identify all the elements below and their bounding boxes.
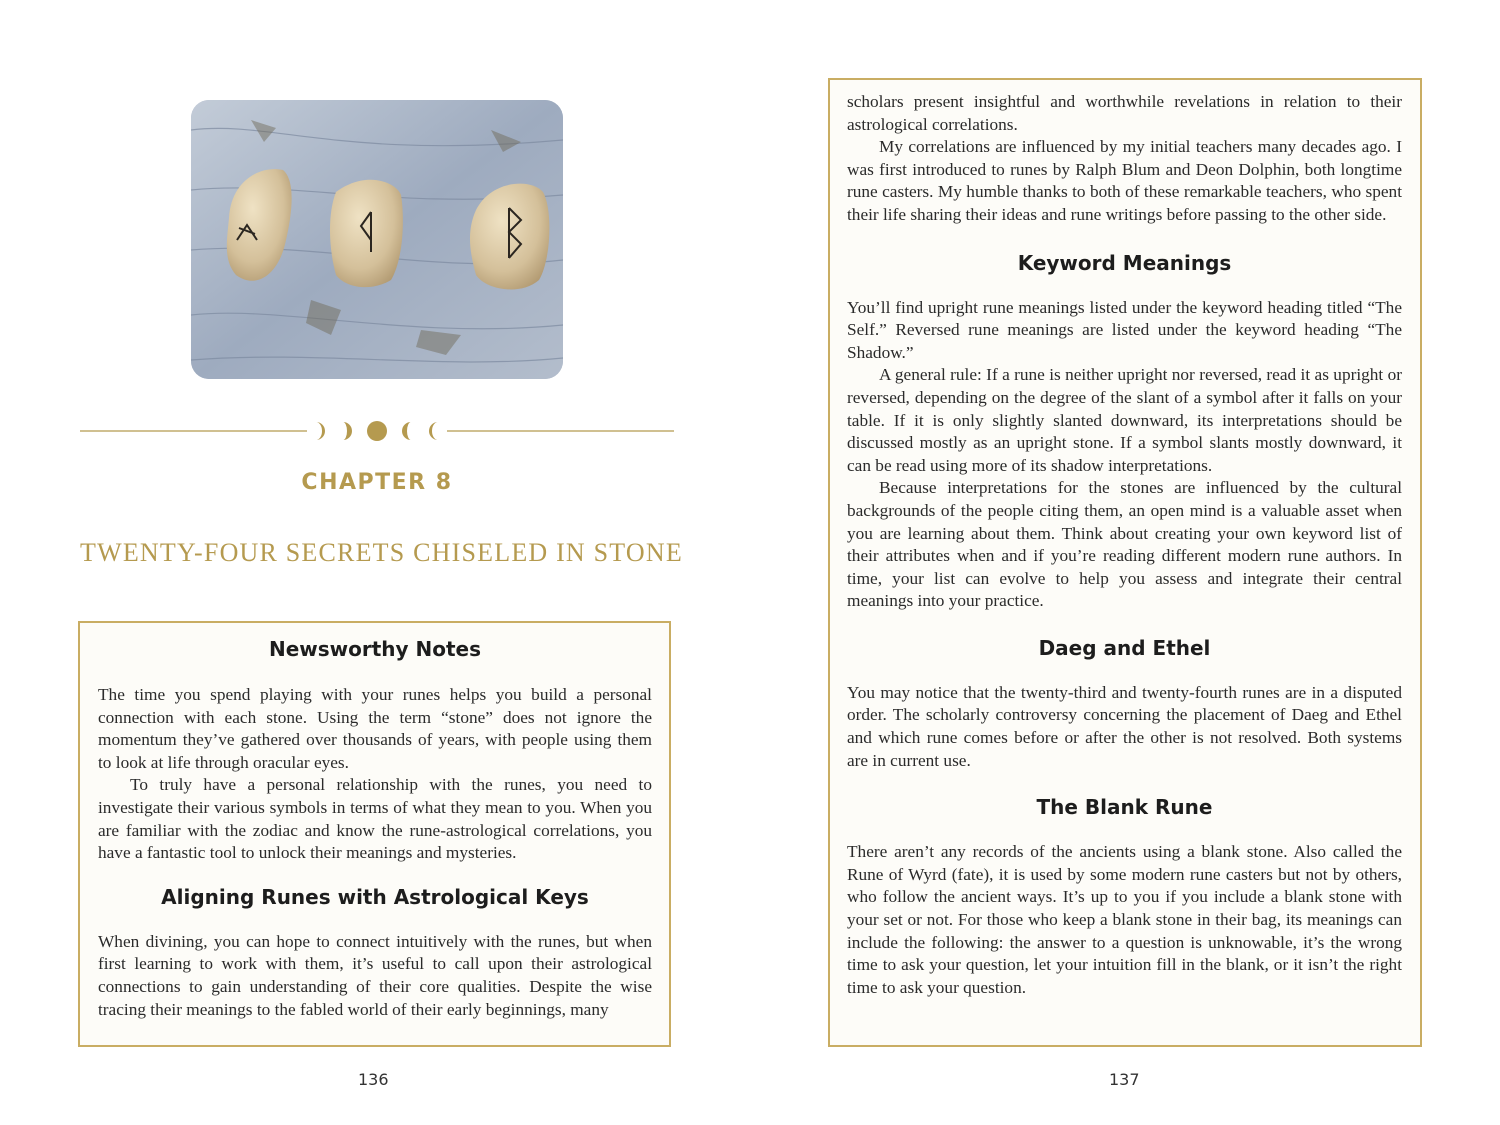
body-paragraph: You may notice that the twenty-third and twenty-fourth runes are in a disputed order. The scholarly controversy concerning the placement of Daeg and Ethel and which rune comes before or after the other is not resolved. Both systems are in current use.	[847, 682, 1402, 770]
sidebar-box	[78, 621, 671, 1047]
page-number: 136	[358, 1070, 389, 1089]
heading-daeg-and-ethel: Daeg and Ethel	[1038, 635, 1211, 660]
sidebar-heading-astrological-keys: Aligning Runes with Astrological Keys	[161, 884, 589, 909]
sidebar-paragraph: When divining, you can hope to connect intuitively with the runes, but when first learning to work with them, it’s useful to call upon their astrological connections to gain understanding of their core qualities. Despite the wise tracing their meanings to the fabled world of their early beginnings, many	[98, 931, 652, 1019]
right-page	[750, 0, 1500, 1125]
body-paragraph: You’ll find upright rune meanings listed under the keyword heading titled “The Self.” Reversed rune meanings are listed under the keyword heading “The Shadow.”	[847, 297, 1402, 362]
chapter-title: TWENTY-FOUR SECRETS CHISELED IN STONE	[80, 538, 683, 567]
body-paragraph: My correlations are influenced by my initial teachers many decades ago. I was first introduced to runes by Ralph Blum and Deon Dolphin, both longtime rune casters. My humble thanks to both of these remarkable teachers, who spent their life sharing their ideas and rune writings before passing to the other side.	[847, 137, 1402, 224]
chapter-label: CHAPTER 8	[301, 470, 453, 495]
body-paragraph: There aren’t any records of the ancients using a blank stone. Also called the Rune of Wyrd (fate), it is used by some modern rune casters but not by others, who follow the ancient ways. It’s up to you if you include a blank stone with your set or not. For those who keep a blank stone in their bag, its meanings can include the following: the answer to a question is unknowable, it’s the wrong time to ask your question, let your intuition fill in the blank, or it isn’t the right time to ask your question.	[847, 842, 1402, 997]
rune-stones-photo	[191, 100, 563, 379]
heading-blank-rune: The Blank Rune	[1036, 795, 1213, 820]
moon-phases-ornament	[80, 416, 674, 446]
body-paragraph: scholars present insightful and worthwhile revelations in relation to their astrological correlations.	[847, 92, 1402, 134]
sidebar-paragraph: To truly have a personal relationship with the runes, you need to investigate their various symbols in terms of what they mean to you. When you are familiar with the zodiac and know the rune-astrological correlations, you have a fantastic tool to unlock their meanings and mysteries.	[98, 775, 652, 863]
body-paragraph: A general rule: If a rune is neither upright nor reversed, read it as upright or reversed, depending on the degree of the slant of a symbol after it falls on your table. If it is only slightly slanted downward, its interpretations should be discussed mostly as an upright stone. If a symbol slants mostly downward, it can be read using more of its shadow interpretations.	[847, 365, 1402, 475]
sidebar-paragraph: The time you spend playing with your runes helps you build a personal connection with each stone. Using the term “stone” does not ignore the momentum they’ve gathered over thousands of years, with people using them to look at life through oracular eyes.	[98, 685, 652, 772]
body-paragraph: Because interpretations for the stones are influenced by the cultural backgrounds of the people citing them, an open mind is a valuable asset when you are learning about them. Think about creating your own keyword list of their attributes when and if you’re reading different modern rune authors. In time, your list can evolve to help you assess and integrate their central meanings into your practice.	[847, 478, 1402, 611]
sidebar-box-continued	[828, 78, 1422, 1047]
sidebar-heading-newsworthy-notes: Newsworthy Notes	[268, 637, 482, 661]
page-number: 137	[1109, 1070, 1140, 1089]
heading-keyword-meanings: Keyword Meanings	[1017, 250, 1232, 275]
